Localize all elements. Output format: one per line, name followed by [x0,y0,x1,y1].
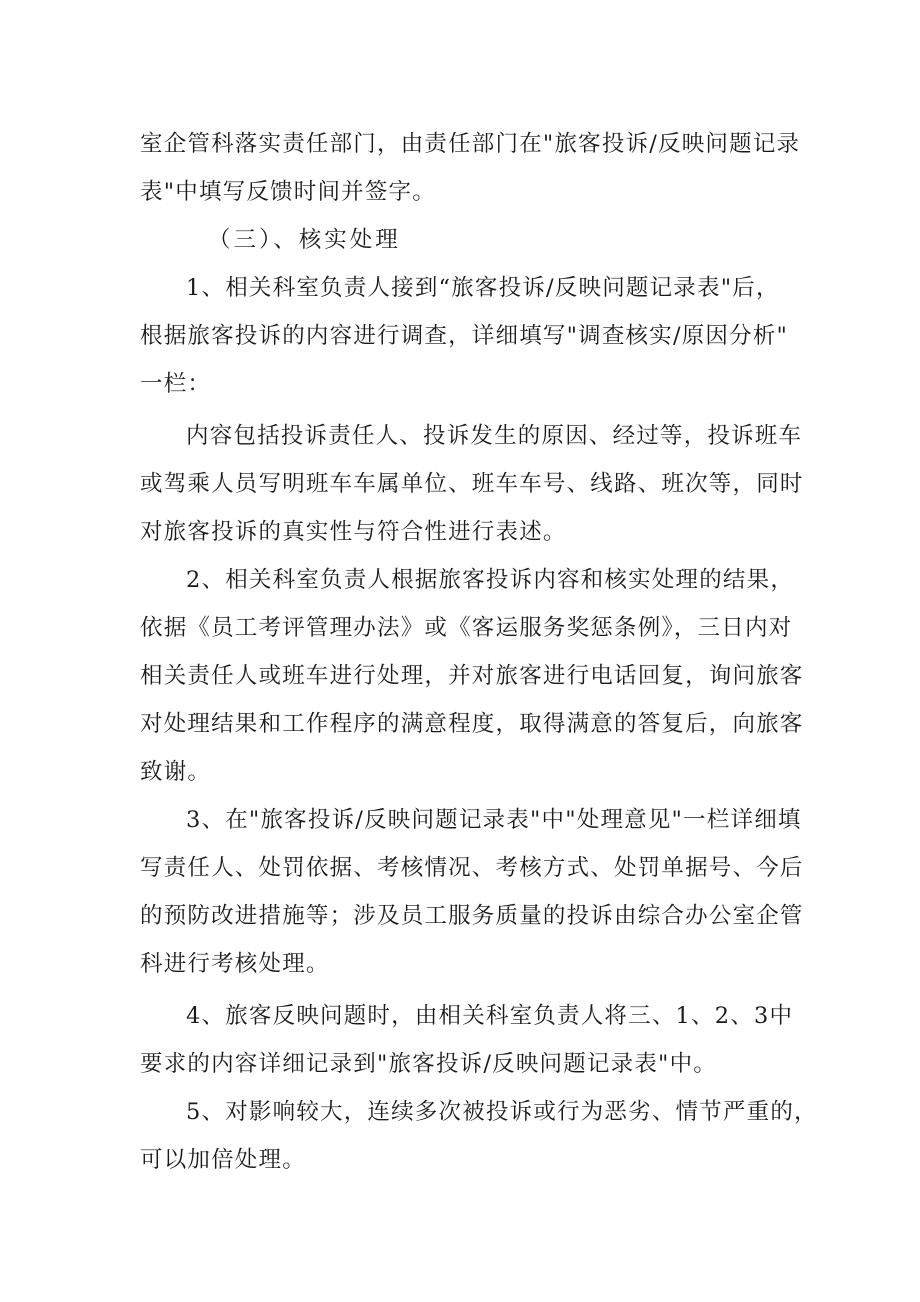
paragraph-5-start: 5、对影响较大，连续多次被投诉或行为恶劣、情节严重的， [186,1099,818,1125]
text-line: 要求的内容详细记录到"旅客投诉/反映问题记录表"中。 [140,1051,717,1077]
paragraph-3-start: 3、在"旅客投诉/反映问题记录表"中"处理意见"一栏详细填 [186,807,802,833]
paragraph-4-start: 4、旅客反映问题时，由相关科室负责人将三、1、2、3中 [186,1003,794,1029]
paragraph-detail-start: 内容包括投诉责任人、投诉发生的原因、经过等，投诉班车 [186,423,803,449]
text-line: 对旅客投诉的真实性与符合性进行表述。 [140,519,567,545]
text-line: 致谢。 [140,759,212,785]
text-line: 室企管科落实责任部门，由责任部门在"旅客投诉/反映问题记录 [140,131,801,157]
text-line: 一栏： [140,371,212,397]
text-line: 相关责任人或班车进行处理，并对旅客进行电话回复，询问旅客 [140,663,804,689]
section-heading: （三）、核实处理 [208,227,401,253]
text-line: 或驾乘人员写明班车车属单位、班车车号、线路、班次等，同时 [140,471,804,497]
text-line: 对处理结果和工作程序的满意程度，取得满意的答复后，向旅客 [140,711,804,737]
text-line: 的预防改进措施等；涉及员工服务质量的投诉由综合办公室企管 [140,903,804,929]
text-line: 依据《员工考评管理办法》或《客运服务奖惩条例》，三日内对 [140,615,793,641]
text-line: 科进行考核处理。 [140,951,330,977]
text-line: 表"中填写反馈时间并签字。 [140,179,436,205]
paragraph-1-start: 1、相关科室负责人接到“旅客投诉/反映问题记录表"后， [186,275,780,301]
text-line: 可以加倍处理。 [140,1147,306,1173]
text-line: 写责任人、处罚依据、考核情况、考核方式、处罚单据号、今后 [140,855,804,881]
text-line: 根据旅客投诉的内容进行调查，详细填写"调查核实/原因分析" [140,323,789,349]
paragraph-2-start: 2、相关科室负责人根据旅客投诉内容和核实处理的结果， [186,567,795,593]
